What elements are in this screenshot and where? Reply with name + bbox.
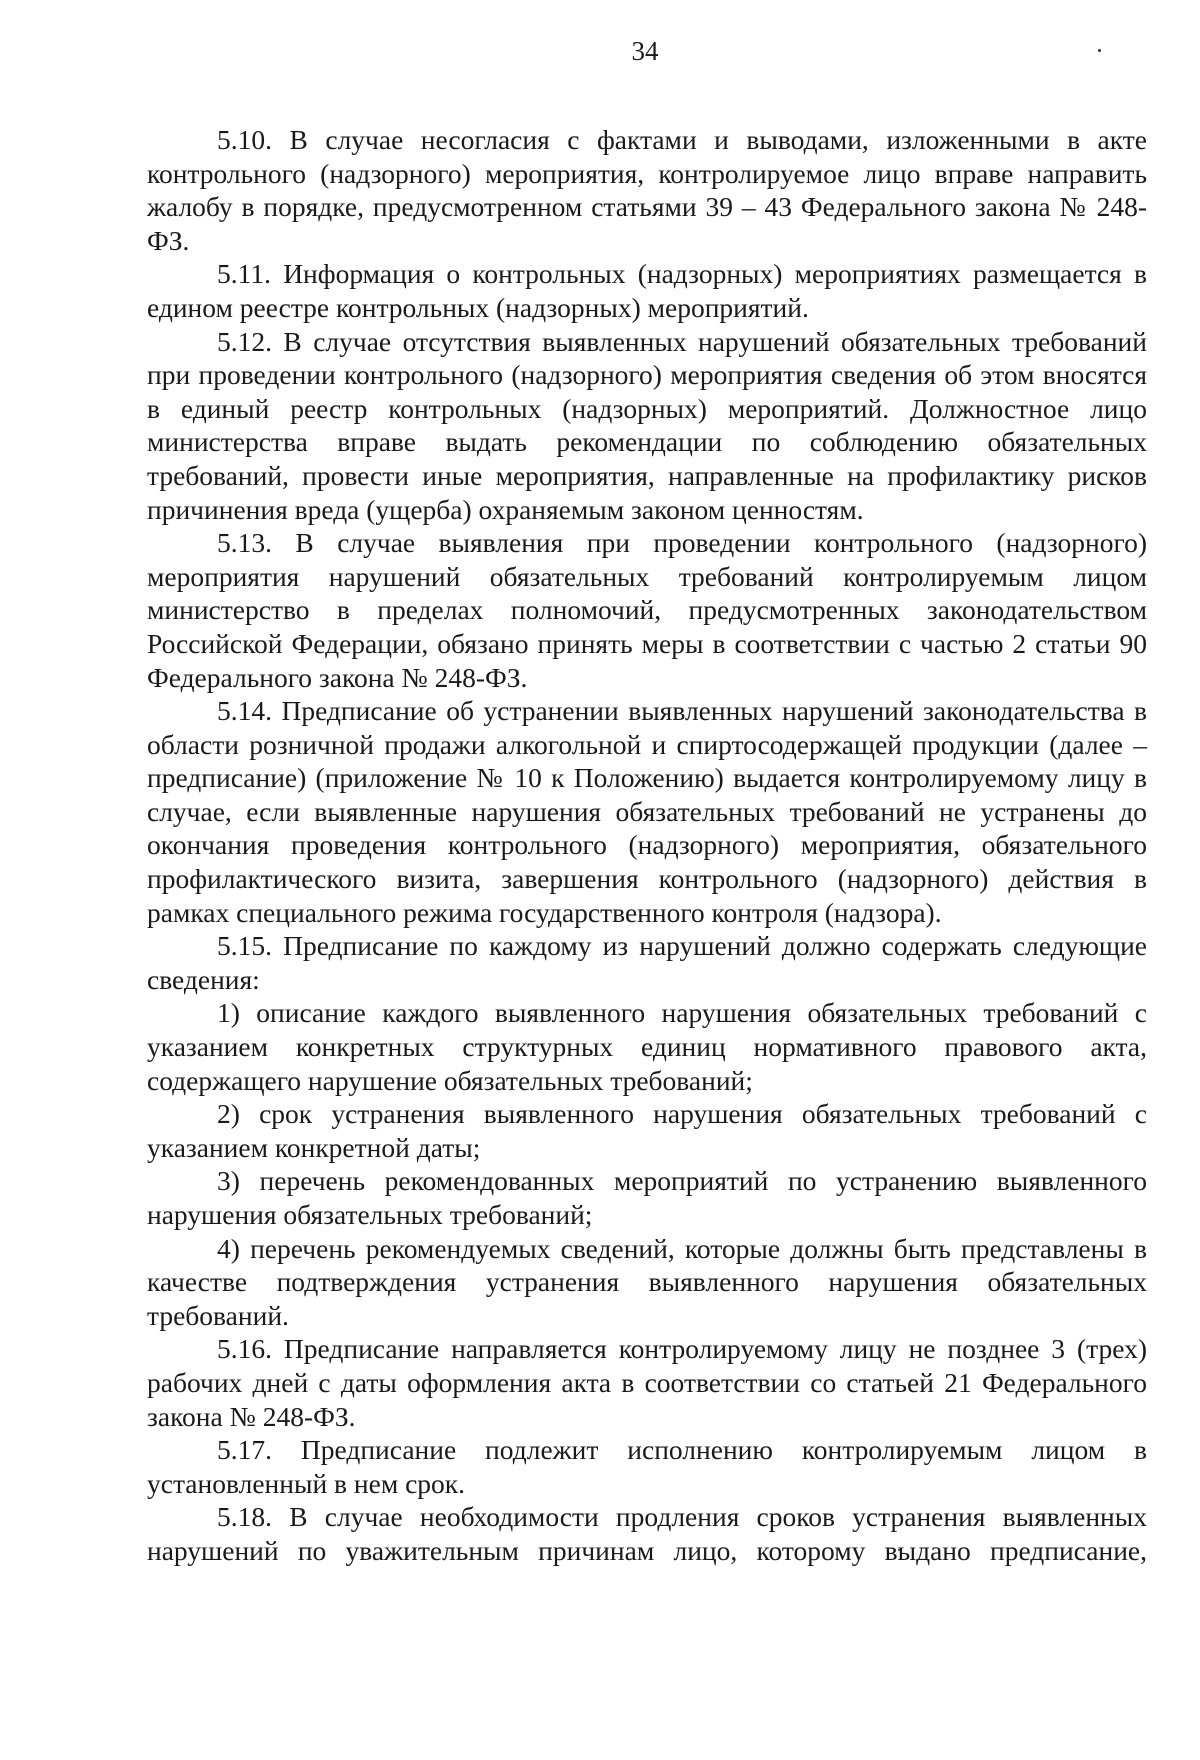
page-number: 34 xyxy=(631,36,659,66)
paragraph-5-17: 5.17. Предписание подлежит исполнению контролируемым лицом в установленный в нем срок. xyxy=(147,1434,1147,1499)
scan-speck xyxy=(1098,49,1101,52)
paragraph-5-10: 5.10. В случае несогласия с фактами и выводами, изложенными в акте контрольного (надзорного) мероприятия, контролируемое лицо вправе направить жалобу в порядке, предусмотренном статьями 39 – 43 Федерального закона № 248-ФЗ. xyxy=(147,124,1147,256)
list-item-3: 3) перечень рекомендованных мероприятий по устранению выявленного нарушения обязательных требований; xyxy=(147,1165,1147,1230)
list-item-1: 1) описание каждого выявленного нарушения обязательных требований с указанием конкретных структурных единиц нормативного правового акта, содержащего нарушение обязательных требований; xyxy=(147,997,1147,1096)
paragraph-5-13: 5.13. В случае выявления при проведении контрольного (надзорного) мероприятия нарушений обязательных требований контролируемым лицом министерство в пределах полномочий, предусмотренных законодательством Российской Федерации, обязано принять меры в соответствии с частью 2 статьи 90 Федерального закона № 248-ФЗ. xyxy=(147,527,1147,693)
paragraph-5-12: 5.12. В случае отсутствия выявленных нарушений обязательных требований при проведении контрольного (надзорного) мероприятия сведения об этом вносятся в единый реестр контрольных (надзорных) мероприятий. Должностное лицо министерства вправе выдать рекомендации по соблюдению обязательных требований, провести иные мероприятия, направленные на профилактику рисков причинения вреда (ущерба) охраняемым законом ценностям. xyxy=(147,325,1147,525)
list-item-2: 2) срок устранения выявленного нарушения обязательных требований с указанием конкретной даты; xyxy=(147,1098,1147,1163)
paragraph-5-18: 5.18. В случае необходимости продления сроков устранения выявленных нарушений по уважительным причинам лицо, которому выдано предписание, xyxy=(147,1501,1147,1566)
paragraph-5-16: 5.16. Предписание направляется контролируемому лицу не позднее 3 (трех) рабочих дней с даты оформления акта в соответствии со статьей 21 Федерального закона № 248-ФЗ. xyxy=(147,1333,1147,1432)
paragraph-5-11: 5.11. Информация о контрольных (надзорных) мероприятиях размещается в едином реестре контрольных (надзорных) мероприятий. xyxy=(147,258,1147,323)
list-item-4: 4) перечень рекомендуемых сведений, которые должны быть представлены в качестве подтверждения устранения выявленного нарушения обязательных требований. xyxy=(147,1232,1147,1331)
paragraph-5-15: 5.15. Предписание по каждому из нарушений должно содержать следующие сведения: xyxy=(147,930,1147,995)
paragraph-5-14: 5.14. Предписание об устранении выявленных нарушений законодательства в области розничной продажи алкогольной и спиртосодержащей продукции (далее – предписание) (приложение № 10 к Положению) выдается контролируемому лицу в случае, если выявленные нарушения обязательных требований не устранены до окончания проведения контрольного (надзорного) мероприятия, обязательного профилактического визита, завершения контрольного (надзорного) действия в рамках специального режима государственного контроля (надзора). xyxy=(147,695,1147,928)
document-body xyxy=(147,123,1147,1568)
